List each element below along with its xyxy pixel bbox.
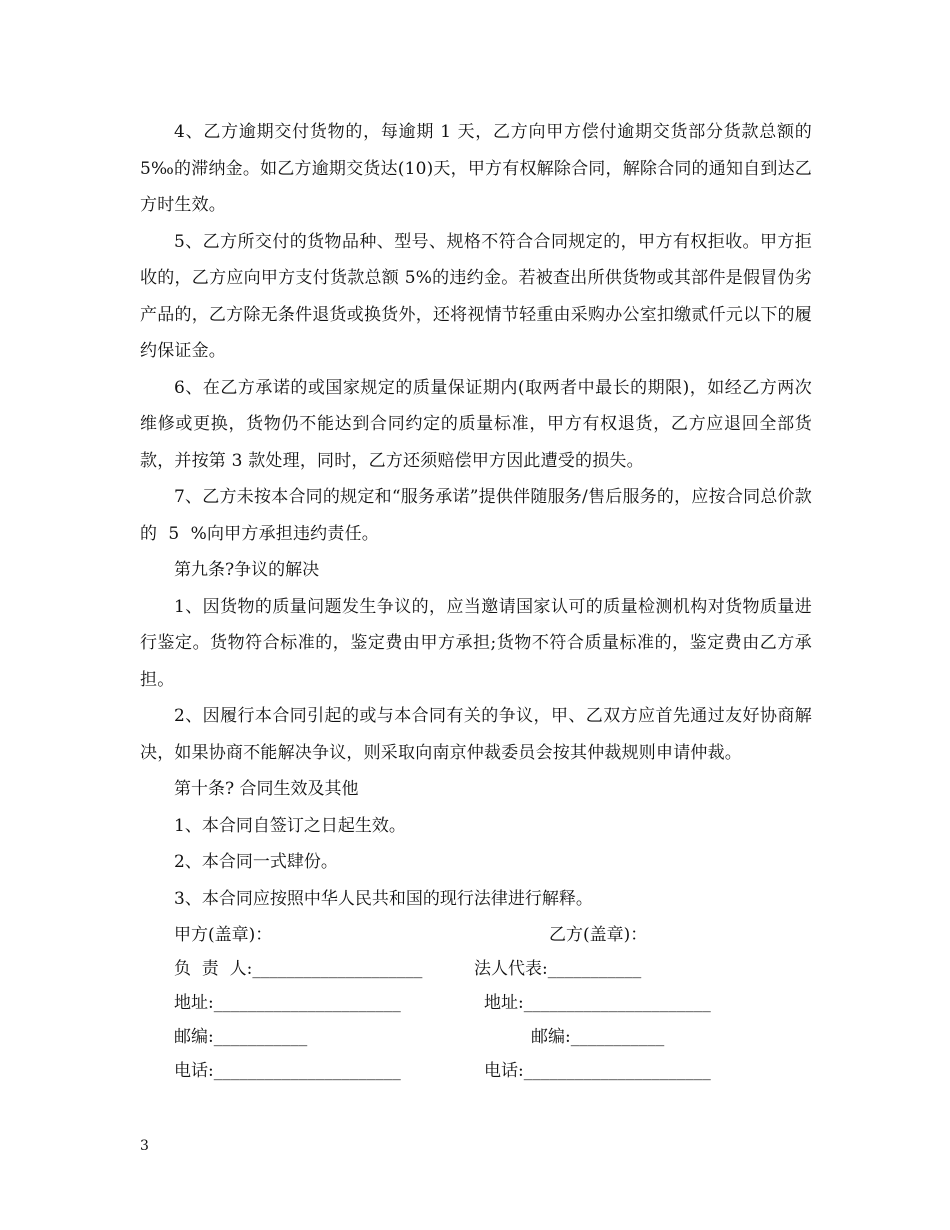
article-10-item-2: 2、本合同一式肆份。: [174, 852, 338, 872]
party-a-seal-label: 甲方(盖章)：: [174, 925, 273, 945]
article-9-item-1: 1、因货物的质量问题发生争议的，应当邀请国家认可的质量检测机构对货物质量进行鉴定。货物符合标准的，鉴定费由甲方承担;货物不符合质量标准的，鉴定费由乙方承担。: [140, 596, 812, 690]
clause-6-paragraph: 6、在乙方承诺的或国家规定的质量保证期内(取两者中最长的期限)，如经乙方两次维修或更换，货物仍不能达到合同约定的质量标准，甲方有权退货，乙方应退回全部货款，并按第 3 款处理，同时，乙方还须赔偿甲方因此遭受的损失。: [140, 377, 812, 471]
clause-5-paragraph: 5、乙方所交付的货物品种、型号、规格不符合合同规定的，甲方有权拒收。甲方拒收的，乙方应向甲方支付货款总额 5%的违约金。若被查出所供货物或其部件是假冒伪劣产品的，乙方除无条件退货或换货外，还将视情节轻重由采购办公室扣缴贰仟元以下的履约保证金。: [140, 231, 812, 361]
party-b-address-field: 地址:______________________: [484, 993, 711, 1013]
party-a-postcode-field: 邮编:___________: [174, 1027, 308, 1047]
article-10-heading: 第十条? 合同生效及其他: [174, 779, 359, 799]
clause-4-paragraph: 4、乙方逾期交付货物的，每逾期 1 天，乙方向甲方偿付逾期交货部分货款总额的 5‰的滞纳金。如乙方逾期交货达(10)天，甲方有权解除合同，解除合同的通知自到达乙方时生效。: [140, 122, 818, 215]
party-b-postcode-field: 邮编:___________: [531, 1027, 665, 1047]
article-9-item-2: 2、因履行本合同引起的或与本合同有关的争议，甲、乙双方应首先通过友好协商解决，如果协商不能解决争议，则采取向南京仲裁委员会按其仲裁规则申请仲裁。: [140, 706, 812, 763]
signature-row-representative: [174, 952, 814, 986]
party-a-address-field: 地址:______________________: [174, 993, 401, 1013]
page-number: 3: [140, 1138, 149, 1154]
article-9-heading: 第九条?争议的解决: [174, 560, 320, 580]
legal-representative-field: 法人代表:___________: [474, 959, 642, 979]
article-10-item-1: 1、本合同自签订之日起生效。: [174, 815, 406, 836]
signature-row-parties: [174, 918, 814, 952]
party-b-phone-field: 电话:______________________: [484, 1061, 711, 1081]
responsible-person-field: 负 责 人:____________________: [174, 959, 423, 979]
article-10-item-3: 3、本合同应按照中华人民共和国的现行法律进行解释。: [174, 888, 593, 909]
party-b-seal-label: 乙方(盖章)：: [549, 925, 648, 945]
signature-row-address: [174, 986, 814, 1020]
contract-body: [140, 114, 818, 917]
signature-block: [174, 918, 814, 1088]
clause-7-paragraph: 7、乙方未按本合同的规定和“服务承诺”提供伴随服务/售后服务的，应按合同总价款的 5 %向甲方承担违约责任。: [140, 487, 812, 544]
party-a-phone-field: 电话:______________________: [174, 1061, 401, 1081]
signature-row-postcode: [174, 1020, 814, 1054]
signature-row-phone: [174, 1054, 814, 1088]
